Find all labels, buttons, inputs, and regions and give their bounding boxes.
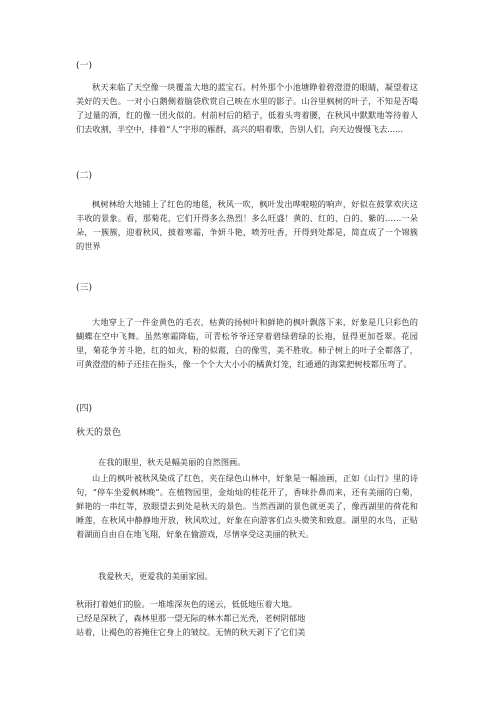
trailing-line-1: 秋雨打着她们的脸。一堆堆深灰色的迷云，低低地压着大地。 (76, 599, 298, 609)
section-2-heading: (二) (76, 171, 93, 181)
section-4-paragraph-2: 山上的枫叶被秋风染成了红色，夹在绿色山林中，好象是一幅油画，正如《山行》里的诗句，“停车坐爱枫林晚”。在植物园里，金灿灿的桂花开了，香味扑鼻而来，还有美丽的白菊，鲜艳的一串红等，放眼望去到处是秋天的景色。当然西湖的景色就更美了，像西湖里的荷花和睡莲，在秋风中静静地开放，秋风吹过，好象在向游客们点头微笑和致意。湖里的水鸟，正贴着湖面自由自在地飞翔，好象在愉游戏，尽情享受这美丽的秋天。 (76, 473, 418, 539)
section-3-heading: (三) (76, 283, 93, 293)
trailing-line-3: 站着，让褐色的苔掩住它身上的皱纹。无情的秋天剥下了它们美 (76, 627, 306, 637)
section-4-paragraph-1: 在我的眼里，秋天是幅美丽的自然图画。 (98, 457, 246, 467)
section-1-paragraph: 秋天来临了天空像一块覆盖大地的蓝宝石。村外那个小池塘睁着碧澄澄的眼睛，凝望着这美好的天色。一对小白鹅侧着脑袋欣赏自己映在水里的影子。山谷里枫树的叶子，不知是否喝了过量的酒，红的像一团火似的。村前村后的稻子，低着头弯着腰，在秋风中默默地等待着人们去收割，半空中，排着“人”字形的雁群，高兴的唱着歌，告别人们，向天边慢慢飞去...... (76, 82, 418, 134)
section-4-title: 秋天的景色 (76, 428, 122, 438)
section-2-paragraph: 枫树林给大地铺上了红色的地毯，秋风一吹，枫叶发出哗啦啦的响声，好似在鼓掌欢庆这丰收的景象。看，那菊花，它们开得多么热烈！多么旺盛！黄的、红的、白的、紫的……一朵朵，一簇簇，迎着秋风，披着寒霜，争妍斗艳，喷芳吐香，开得到处都是，简直成了一个锦簇的世界 (76, 199, 418, 251)
trailing-text (76, 597, 418, 639)
trailing-line-2: 已经是深秋了，森林里那一望无际的林木都已光秃，老树阴郁地 (76, 613, 306, 623)
section-4-paragraph-3: 我爱秋天，更爱我的美丽家园。 (98, 571, 213, 581)
section-4-heading: (四) (76, 404, 93, 414)
section-1-heading: (一) (76, 61, 93, 71)
section-3-paragraph: 大地穿上了一件金黄色的毛衣，枯黄的扬树叶和鲜艳的枫叶飘落下来，好象是几只彩色的蝴蝶在空中飞舞。虽然寒霜降临，可青松爷爷还穿着碧绿碧绿的长袍，显得更加苍翠。花园里，菊花争芳斗艳，红的如火，粉的似霞，白的像雪，美不胜收。柿子树上的叶子全都落了，可黄澄澄的柿子还挂在指头，像一个个大大小小的橘黄灯笼，红通通的海棠把树枝都压弯了。 (76, 317, 418, 369)
